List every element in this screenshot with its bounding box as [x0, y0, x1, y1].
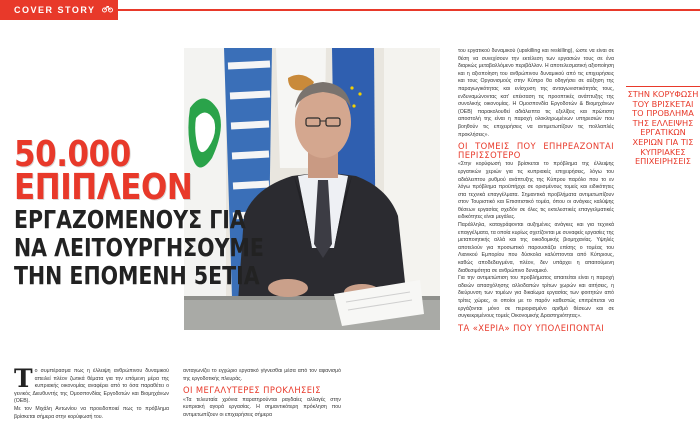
headline-line-2: ΕΠΙΠΛΕΟΝ	[14, 167, 193, 208]
section-label	[0, 0, 118, 20]
headline-line-4: ΝΑ ΛΕΙΤΟΥΡΓΗΣΟΥΜΕ	[14, 233, 264, 262]
subheading: ΟΙ ΜΕΓΑΛΥΤΕΡΕΣ ΠΡΟΚΛΗΣΕΙΣ	[183, 385, 321, 396]
header-rule	[118, 9, 700, 11]
subheading: ΟΙ ΤΟΜΕΙΣ ΠΟΥ ΕΠΗΡΕΑΖΟΝΤΑΙ ΠΕΡΙΣΣΟΤΕΡΟ	[458, 141, 614, 160]
subheading: ΤΑ «ΧΕΡΙΑ» ΠΟΥ ΥΠΟΛΕΙΠΟΝΤΑΙ	[458, 322, 605, 333]
headline-number: 50.000	[14, 134, 131, 175]
paragraph: «Στην κορύφωσή του βρίσκεται το πρόβλημα της έλλειψης εργατικών χεριών για τις κυπριακές επιχειρήσεις, λόγω του αδιάλειπτου ρυθμού ανάπτυξης της Κύπρου παρόλο που το εν λόγω πρόβλημα προϋπήρχε σε ορισμένους τομείς και ειδικότητες στα τεχνικά επαγγέλματα. Σημαντικά προβλήματα αντιμετωπίζουν στον Τουριστικό και Επισιτιστικό τομέα, όπου οι ανάγκες καλύψης θέσεων εργασίας σχεδόν σε όλες τις εκτελεστικές επαγγελματικές ειδικότητες είναι μεγάλες.	[458, 161, 614, 221]
paragraph: «Τα τελευταία χρόνια παρατηρούνται ραγδαίες αλλαγές στην κυπριακή αγορά εργασίας. Η σημαντικότερη πρόκληση που αντιμετωπίζουν οι επιχειρήσεις σήμερα	[183, 396, 341, 418]
drop-cap: Τ	[14, 368, 33, 393]
article-column-1	[14, 368, 169, 430]
headline-line-3: ΕΡΓΑΖΟΜΕΝΟΥΣ ΓΙΑ	[14, 205, 246, 234]
headline	[14, 134, 314, 290]
paragraph: του εργατικού δυναμικού (upskilling και reskilling), ώστε να είναι σε θέση να συνεχίσουν την εκτέλεση των εργασιών τους σε ένα διαρκώς μεταβαλλόμενο περιβάλλον. Η αποτελεσματική αξιοποίηση και η αξιοποίηση του ανθρώπινου δυναμικού από τις επιχειρήσεις και τους Οργανισμούς στην Κύπρο θα οδηγήσει σε αύξηση της παραγωγικότητας και ενίσχυση της ανταγωνιστικότητάς τους, ενδυναμώνοντας κατ' επέκταση τις προοπτικές ανάπτυξης της συνολικής οικονομίας. Η Ομοσπονδία Εργοδοτών & Βιομηχάνων (ΟΕΒ) παρακολουθεί αδιάλειπτα τις εξελίξεις και πρώτιστη αποστολή της είναι η παροχή ολοκληρωμένων υπηρεσιών που βοηθούν τις επιχειρήσεις να αντιμετωπίζουν τις πολλαπλές προκλήσεις».	[458, 48, 614, 138]
paragraph: Με τον Μιχάλη Αντωνίου να προειδοποιεί πως το πρόβλημα βρίσκεται σήμερα στην κορύφωσή του.	[14, 405, 169, 420]
paragraph: ο συμπέρασμα πως η έλλειψη ανθρώπινου δυναμικού απειλεί πλέον ζωτικά θέματα για την επόμενη μέρα της κυπριακής οικονομίας αναφέρει από το όσα παραθέτει ο γενικός Διευθυντής της Ομοσπονδίας Εργοδοτών και Βιομηχάνων (ΟΕΒ).	[14, 368, 169, 405]
pull-quote: ΣΤΗΝ ΚΟΡΥΦΩΣΗ ΤΟΥ ΒΡΙΣΚΕΤΑΙ ΤΟ ΠΡΟΒΛΗΜΑ ΤΗΣ ΕΛΛΕΙΨΗΣ ΕΡΓΑΤΙΚΩΝ ΧΕΡΙΩΝ ΓΙΑ ΤΙΣ ΚΥΠΡΙΑΚΕΣ ΕΠΙΧΕΙΡΗΣΕΙΣ	[626, 86, 700, 167]
paragraph: Για την αντιμετώπιση του προβλήματος απαιτείται είναι η παροχή αδειών απασχόλησης αλλοδαπών τρίτων χωρών και αιτήσεις, η διεύρυνση των τομέων για δικαίωμα εργασίας των φοιτητών από τρίτες χώρες, οι οποίοι με το παρόν καθεστώς επιτρέπεται να εργάζονται μόνο σε περιορισμένο αριθμό θέσεων και σε συγκεκριμένους τομείς Οικονομικής Δραστηριότητας».	[458, 275, 614, 320]
paragraph: ανταγωνίζει το εγχώριο εργατικό γίγνεσθαι μέσα από τον αφανισμό της εργοδοτικής πλευράς.	[183, 368, 341, 382]
headline-line-5: ΤΗΝ ΕΠΟΜΕΝΗ 5ΕΤΙΑ	[14, 261, 260, 290]
article-column-2	[183, 368, 341, 430]
article-column-3	[458, 48, 614, 430]
section-label-text: COVER STORY	[14, 5, 96, 15]
paragraph: Παράλληλα, καταγράφονται αυξημένες ανάγκες και για τεχνικά επαγγέλματα, τα οποία κυρίως σχετίζονται με συναφείς εργασίες της μεταποιητικής αλλά και της οικοδομικής βιομηχανίας. Υψηλές αποτελούν για προσωπικό παρουσιάζει επίσης ο τομέας του Λιανικού Εμπορίου που δύσκολα καλύπτονται από Κύπριους, καθώς αποδεδειγμένα, πλέον, δεν υπάρχει η απαιτούμενη διαθεσιμότητα σε ανθρώπινο δυναμικό.	[458, 222, 614, 274]
bicycle-icon	[102, 4, 113, 16]
